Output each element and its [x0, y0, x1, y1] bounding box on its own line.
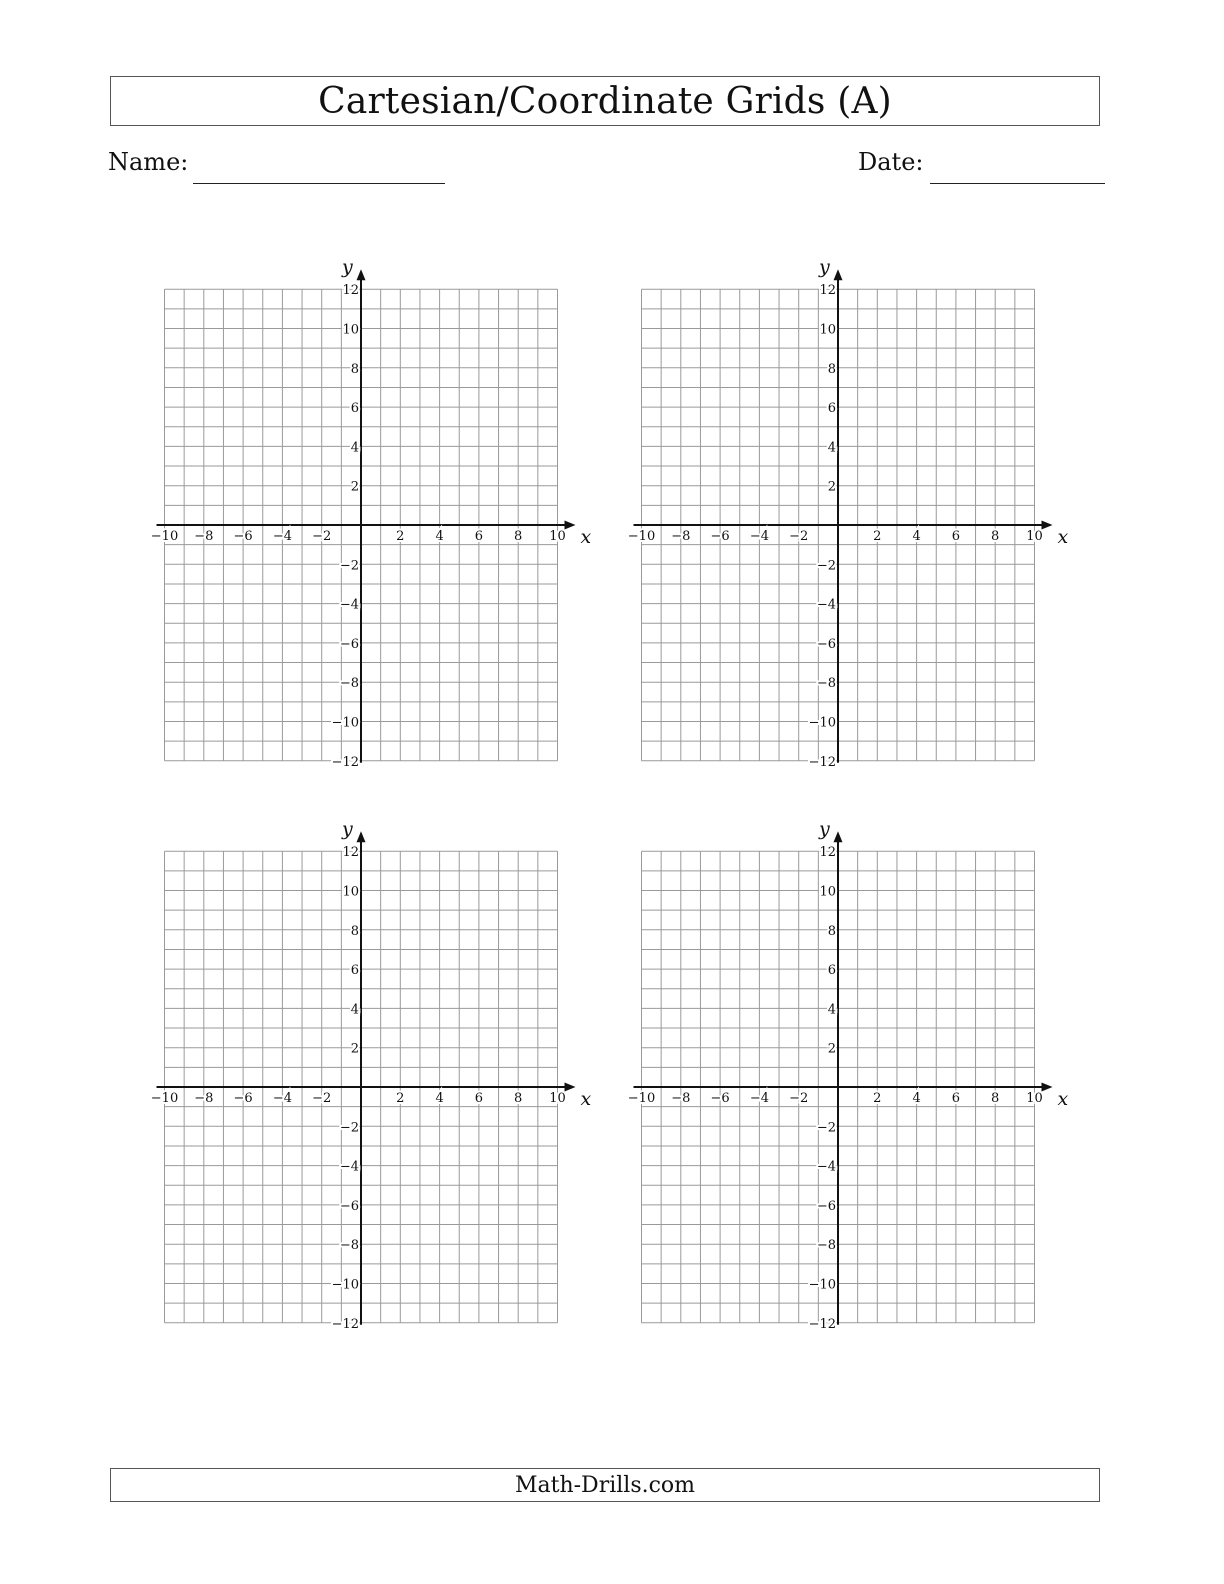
x-tick-label: 2: [873, 1091, 882, 1106]
y-tick-label: 12: [342, 283, 359, 299]
y-tick-label: −4: [816, 1159, 836, 1175]
y-tick-label: −8: [339, 676, 359, 692]
y-tick-label: −4: [339, 1159, 359, 1175]
y-tick-label: −8: [339, 1238, 359, 1254]
x-tick-label: 6: [951, 1091, 961, 1106]
y-tick-label: 8: [827, 361, 836, 377]
x-tick-label: 2: [396, 529, 405, 544]
x-tick-label: 6: [951, 529, 961, 544]
x-tick-label: 4: [435, 529, 444, 544]
y-tick-label: −4: [339, 597, 359, 613]
y-tick-label: 8: [350, 361, 359, 377]
x-tick-label: 8: [514, 529, 523, 544]
x-tick-label: −4: [749, 1091, 769, 1106]
x-tick-label: −2: [789, 1091, 809, 1106]
x-tick-label: 6: [474, 529, 484, 544]
y-tick-label: 10: [342, 884, 359, 900]
x-tick-label: −2: [312, 1091, 332, 1106]
x-tick-label: −10: [627, 1091, 656, 1106]
y-tick-label: 4: [827, 1002, 836, 1018]
y-tick-label: 10: [819, 322, 836, 338]
y-tick-label: 2: [827, 479, 836, 495]
y-tick-label: 12: [819, 283, 836, 299]
y-tick-label: −10: [808, 1277, 836, 1293]
coordinate-grid: [628, 818, 1069, 1332]
x-axis-label: x: [1057, 526, 1069, 548]
y-tick-label: 4: [827, 440, 836, 456]
y-tick-label: −6: [816, 636, 836, 652]
x-tick-label: 8: [514, 1091, 523, 1106]
coordinate-grid: [151, 256, 592, 770]
x-tick-label: 6: [474, 1091, 484, 1106]
x-tick-label: 10: [1026, 1091, 1043, 1106]
y-tick-label: −8: [816, 1238, 836, 1254]
y-tick-label: −12: [331, 754, 359, 770]
y-axis-label: y: [342, 818, 353, 841]
footer-box: [110, 1468, 1100, 1502]
x-tick-label: −8: [671, 529, 691, 544]
y-tick-label: 4: [350, 1002, 359, 1018]
y-tick-label: −2: [816, 558, 836, 574]
footer-site-name: Math-Drills.com: [514, 1472, 696, 1498]
x-tick-label: −6: [710, 529, 730, 544]
y-tick-label: −8: [816, 676, 836, 692]
y-tick-label: 6: [350, 401, 359, 417]
x-tick-label: −8: [194, 1091, 214, 1106]
y-tick-label: −2: [339, 558, 359, 574]
y-axis-label: y: [819, 818, 830, 841]
x-tick-label: 10: [549, 529, 566, 544]
y-tick-label: 2: [350, 479, 359, 495]
date-label: Date:: [858, 148, 924, 176]
x-tick-label: −4: [272, 1091, 292, 1106]
y-axis-label: y: [819, 256, 830, 279]
y-tick-label: −2: [816, 1120, 836, 1136]
y-tick-label: −2: [339, 1120, 359, 1136]
x-tick-label: −4: [272, 529, 292, 544]
page-title: Cartesian/Coordinate Grids (A): [318, 80, 892, 122]
coordinate-grid: [151, 818, 592, 1332]
y-tick-label: −12: [331, 1316, 359, 1332]
x-axis-arrow-icon: [1042, 521, 1053, 530]
x-axis-label: x: [580, 1088, 592, 1110]
x-tick-label: 10: [1026, 529, 1043, 544]
y-axis-arrow-icon: [834, 269, 843, 280]
y-axis-arrow-icon: [357, 831, 366, 842]
x-tick-label: −10: [150, 529, 179, 544]
y-tick-label: 2: [350, 1041, 359, 1057]
y-tick-label: 8: [350, 923, 359, 939]
x-tick-label: 8: [991, 529, 1000, 544]
y-tick-label: −10: [331, 1277, 359, 1293]
x-tick-label: −6: [233, 529, 253, 544]
y-tick-label: −12: [808, 754, 836, 770]
x-tick-label: 4: [912, 1091, 921, 1106]
y-tick-label: −6: [816, 1198, 836, 1214]
y-tick-label: 10: [342, 322, 359, 338]
y-tick-label: 12: [819, 845, 836, 861]
x-axis-label: x: [580, 526, 592, 548]
x-tick-label: −10: [150, 1091, 179, 1106]
coordinate-grid: [628, 256, 1069, 770]
y-tick-label: 6: [350, 963, 359, 979]
x-tick-label: 4: [435, 1091, 444, 1106]
y-tick-label: −10: [808, 715, 836, 731]
y-tick-label: 12: [342, 845, 359, 861]
x-tick-label: −6: [710, 1091, 730, 1106]
x-axis-label: x: [1057, 1088, 1069, 1110]
y-tick-label: 6: [827, 963, 836, 979]
x-axis-arrow-icon: [1042, 1083, 1053, 1092]
x-tick-label: −4: [749, 529, 769, 544]
y-tick-label: −10: [331, 715, 359, 731]
x-tick-label: −2: [312, 529, 332, 544]
x-tick-label: 4: [912, 529, 921, 544]
y-axis-label: y: [342, 256, 353, 279]
x-axis-arrow-icon: [565, 1083, 576, 1092]
y-tick-label: −12: [808, 1316, 836, 1332]
x-tick-label: −6: [233, 1091, 253, 1106]
x-tick-label: −8: [194, 529, 214, 544]
y-tick-label: −6: [339, 636, 359, 652]
x-tick-label: 8: [991, 1091, 1000, 1106]
x-tick-label: 2: [396, 1091, 405, 1106]
x-tick-label: −2: [789, 529, 809, 544]
name-label: Name:: [108, 148, 189, 176]
y-tick-label: 10: [819, 884, 836, 900]
y-tick-label: 8: [827, 923, 836, 939]
x-tick-label: −10: [627, 529, 656, 544]
y-tick-label: 4: [350, 440, 359, 456]
y-axis-arrow-icon: [834, 831, 843, 842]
y-tick-label: −4: [816, 597, 836, 613]
x-tick-label: 10: [549, 1091, 566, 1106]
x-tick-label: −8: [671, 1091, 691, 1106]
x-axis-arrow-icon: [565, 521, 576, 530]
y-tick-label: 6: [827, 401, 836, 417]
y-tick-label: 2: [827, 1041, 836, 1057]
x-tick-label: 2: [873, 529, 882, 544]
y-tick-label: −6: [339, 1198, 359, 1214]
y-axis-arrow-icon: [357, 269, 366, 280]
